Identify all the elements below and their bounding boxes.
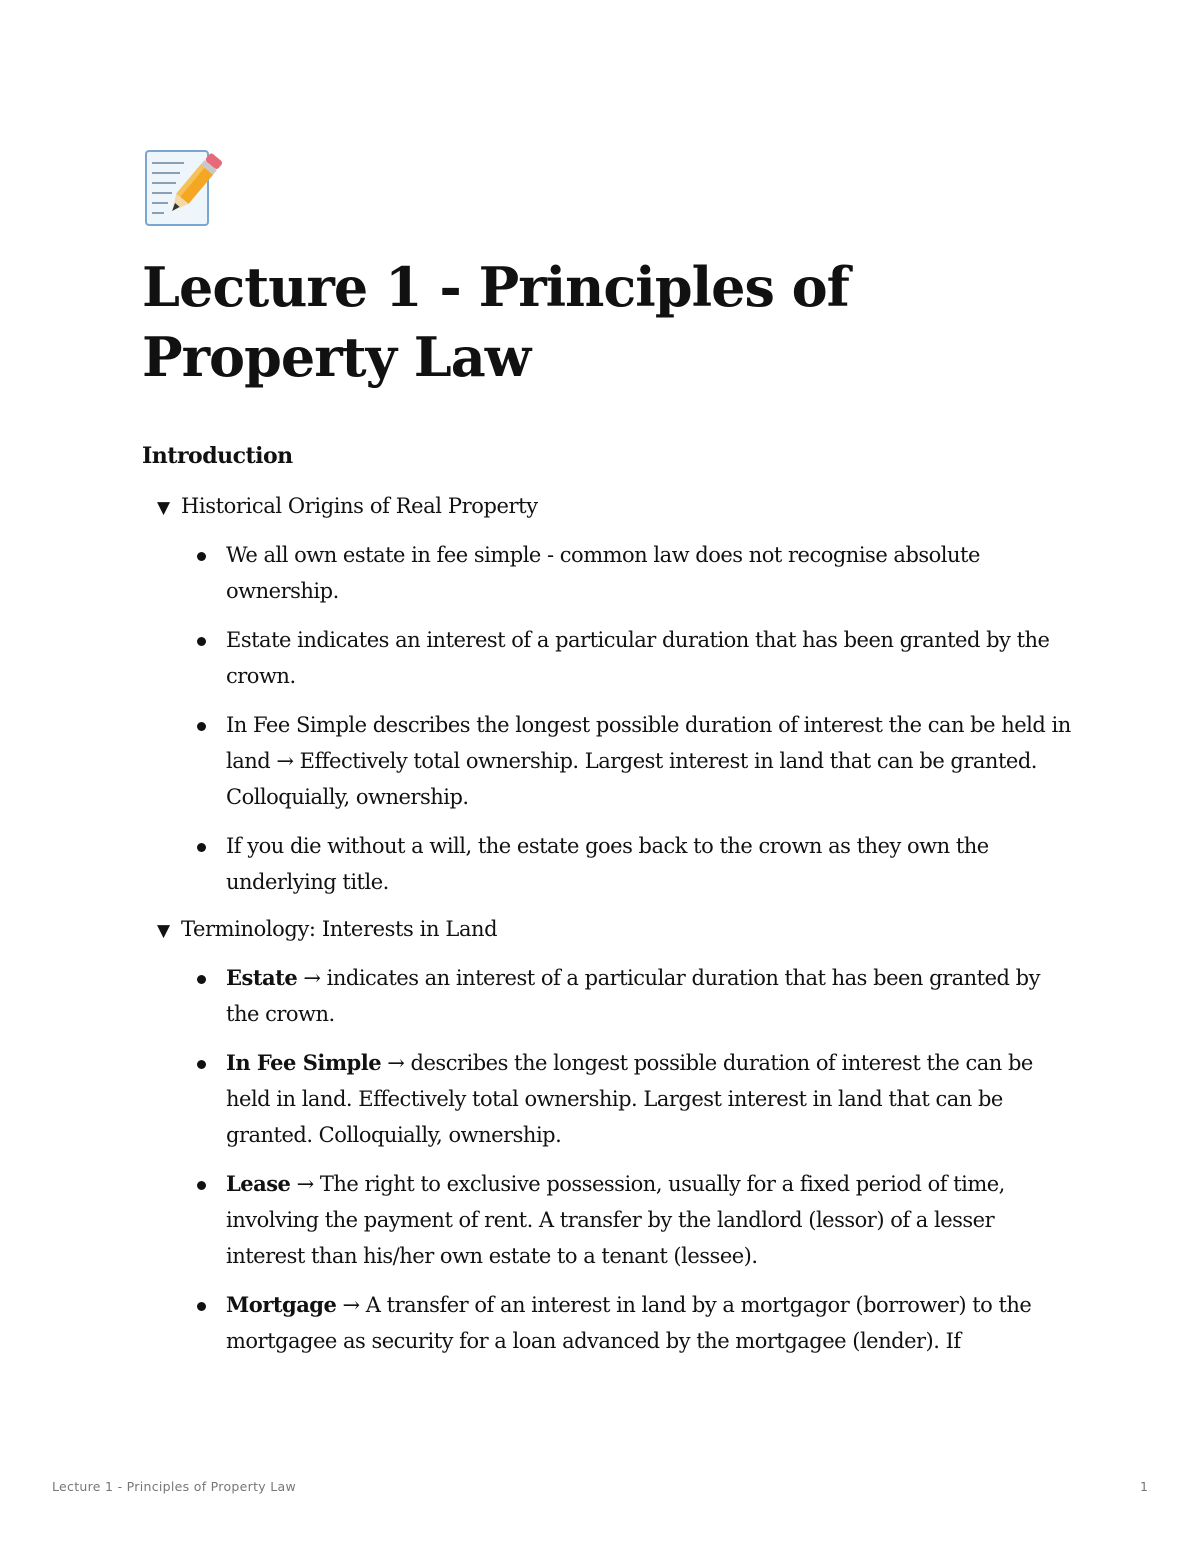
historical-origins-list [196, 537, 1076, 913]
term-label: Estate [226, 965, 298, 990]
bullet-icon [197, 1060, 206, 1069]
list-item: In Fee Simple → describes the longest possible duration of interest the can be held in land. Effectively total ownership. Largest interest in land that can be granted. Colloquially, ownership. [196, 1045, 1076, 1153]
triangle-down-icon[interactable]: ▼ [157, 498, 170, 518]
page-title: Lecture 1 - Principles of Property Law [142, 255, 849, 389]
bullet-icon [197, 552, 206, 561]
list-item: If you die without a will, the estate goes back to the crown as they own the underlying title. [196, 828, 1076, 900]
list-item: Lease → The right to exclusive possession, usually for a fixed period of time, involving the payment of rent. A transfer by the landlord (lessor) of a lesser interest than his/her own estate to a tenant (lessee). [196, 1166, 1076, 1274]
term-label: Mortgage [226, 1292, 337, 1317]
term-label: Lease [226, 1171, 291, 1196]
bullet-icon [197, 1302, 206, 1311]
bullet-icon [197, 843, 206, 852]
toggle-historical-origins[interactable] [157, 491, 538, 523]
toggle-terminology[interactable] [157, 914, 497, 946]
list-item: Mortgage → A transfer of an interest in land by a mortgagor (borrower) to the mortgagee as security for a loan advanced by the mortgagee (lender). If [196, 1287, 1076, 1359]
list-item: Estate indicates an interest of a particular duration that has been granted by the crown. [196, 622, 1076, 694]
section-heading-introduction: Introduction [142, 443, 293, 469]
footer-page-number: 1 [1140, 1479, 1148, 1494]
footer-document-title: Lecture 1 - Principles of Property Law [52, 1479, 296, 1494]
bullet-icon [197, 975, 206, 984]
bullet-icon [197, 637, 206, 646]
list-item: In Fee Simple describes the longest possible duration of interest the can be held in land → Effectively total ownership. Largest interest in land that can be granted. Colloquially, ownership. [196, 707, 1076, 815]
bullet-icon [197, 722, 206, 731]
list-item: Estate → indicates an interest of a particular duration that has been granted by the crown. [196, 960, 1076, 1032]
bullet-icon [197, 1181, 206, 1190]
triangle-down-icon[interactable]: ▼ [157, 921, 170, 941]
memo-icon [142, 145, 226, 229]
toggle-label: Terminology: Interests in Land [181, 917, 498, 941]
toggle-label: Historical Origins of Real Property [181, 494, 538, 518]
terminology-list [196, 960, 1076, 1372]
term-label: In Fee Simple [226, 1050, 382, 1075]
list-item: We all own estate in fee simple - common law does not recognise absolute ownership. [196, 537, 1076, 609]
